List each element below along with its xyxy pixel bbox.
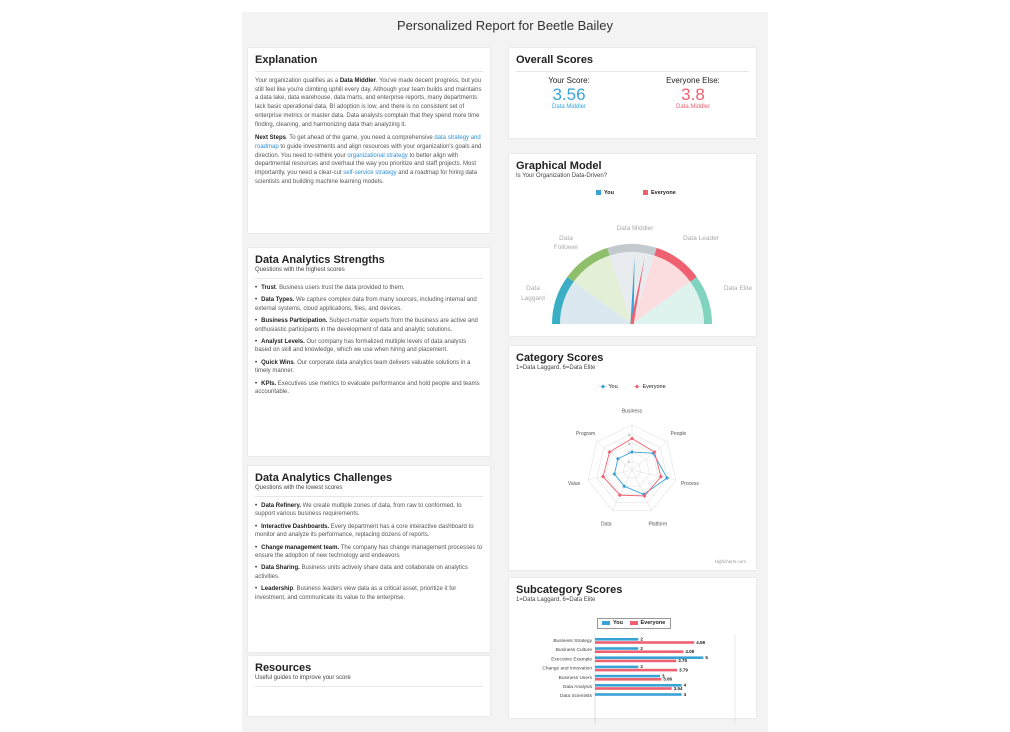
overall-heading: Overall Scores bbox=[516, 54, 594, 66]
bar-value-label: 4.58 bbox=[696, 639, 705, 645]
bar-value-label: 4 bbox=[683, 682, 687, 688]
bar-you[interactable] bbox=[595, 666, 638, 669]
organizational-strategy-link[interactable]: organizational strategy bbox=[347, 152, 408, 159]
radar-category-label: Process bbox=[680, 481, 699, 488]
gauge-legend-everyone[interactable] bbox=[643, 190, 676, 196]
bullet: • bbox=[255, 586, 258, 593]
bar-you[interactable] bbox=[595, 675, 660, 678]
item-text: Executives use metrics to evaluate performance and hold people and teams accountable. bbox=[255, 380, 480, 396]
everyone-swatch bbox=[630, 621, 638, 625]
bullet: • bbox=[255, 318, 258, 325]
legend-label: You bbox=[608, 384, 618, 390]
graphical-heading: Graphical Model bbox=[516, 160, 602, 172]
bar-category-label: Business Culture bbox=[555, 648, 592, 654]
bar-value-label: 3.06 bbox=[663, 676, 673, 682]
bullet: • bbox=[255, 285, 258, 291]
list-item bbox=[255, 502, 483, 519]
radar-tick-label: 1 bbox=[627, 459, 630, 464]
legend-label: You bbox=[613, 620, 623, 626]
gauge-chart bbox=[509, 204, 756, 336]
item-text: Subject-matter experts from the business are active and enthusiastic participants in the development of data and analytic solutions. bbox=[255, 318, 478, 333]
bar-category-label: Data Scientists bbox=[560, 694, 592, 700]
radar-category-label: Data bbox=[600, 521, 612, 528]
subcategory-legend bbox=[597, 618, 671, 629]
explanation-card bbox=[248, 48, 490, 233]
your-score-value: 3.56 bbox=[552, 85, 586, 104]
radar-category-label: Value bbox=[567, 481, 581, 488]
graphical-model-card bbox=[509, 154, 756, 336]
divider bbox=[255, 278, 483, 279]
gauge-legend-you[interactable] bbox=[596, 190, 614, 196]
list-item bbox=[255, 585, 483, 602]
divider bbox=[255, 71, 483, 72]
bar-category-label: Data Analysis bbox=[562, 685, 592, 690]
bar-category-label: Business Users bbox=[558, 675, 592, 681]
text: Your organization qualifies as a bbox=[255, 78, 340, 84]
subcat-legend-everyone[interactable] bbox=[630, 620, 666, 626]
item-title: Leadership bbox=[261, 586, 294, 593]
bar-you[interactable] bbox=[595, 693, 682, 696]
list-item bbox=[255, 523, 483, 540]
report-page bbox=[242, 12, 768, 732]
item-text: Every department has a core interactive dashboard to monitor and analyze its performance, replacing dozens of reports. bbox=[255, 523, 474, 539]
bar-category-label: Business Strategy bbox=[553, 639, 592, 644]
data-strategy-link[interactable]: data strategy and roadmap bbox=[255, 135, 481, 150]
item-text: . Business leaders view data as a critical asset, prioritize it for investment, and communicate its value to the enterprise. bbox=[255, 586, 457, 601]
bar-you[interactable] bbox=[595, 656, 703, 659]
overall-scores-card bbox=[509, 48, 756, 138]
gauge-label-middler: Data Middler bbox=[616, 225, 654, 232]
bullet: • bbox=[255, 339, 258, 346]
item-text: Our company has formalized multiple levels of data analysts based on skill and knowledge, which we use when hiring and placement. bbox=[255, 339, 467, 354]
strengths-list bbox=[255, 284, 483, 396]
bar-everyone[interactable] bbox=[595, 687, 672, 690]
highcharts-credit[interactable]: Highcharts.com bbox=[714, 559, 746, 564]
next-steps-label: Next Steps bbox=[255, 135, 287, 142]
strengths-subtitle: Questions with the highest scores bbox=[255, 267, 345, 273]
divider bbox=[516, 71, 749, 72]
list-item bbox=[255, 564, 483, 581]
challenges-card bbox=[248, 466, 490, 652]
bar-value-label: 2 bbox=[640, 636, 643, 642]
bar-everyone[interactable] bbox=[595, 660, 676, 663]
level-name: Data Middler bbox=[339, 78, 376, 84]
legend-label: You bbox=[604, 190, 614, 196]
graphical-subtitle: Is Your Organization Data-Driven? bbox=[516, 173, 608, 179]
strengths-card bbox=[248, 248, 490, 456]
bar-everyone[interactable] bbox=[595, 669, 677, 672]
legend-label: Everyone bbox=[640, 620, 666, 626]
radar-tick-label: 2 bbox=[627, 450, 630, 455]
item-text: . Our corporate data analytics team delivers valuable solutions in a timely manner. bbox=[255, 359, 471, 375]
item-title: KPIs. bbox=[261, 380, 277, 387]
category-scores-card bbox=[509, 346, 756, 570]
bullet: • bbox=[255, 565, 258, 572]
item-text: We capture complex data from many sources, including internal and external systems, cloud applications, files, and devices. bbox=[255, 297, 477, 312]
you-marker-icon: -◆- bbox=[599, 384, 607, 390]
radar-category-label: Program bbox=[575, 430, 596, 437]
gauge-label-follower-2: Follower bbox=[553, 244, 579, 251]
text: to better align with departmental resources and overhaul the way you prioritize and staff projects. Most importantly, you need a clear-cut bbox=[255, 152, 477, 177]
gauge-label-follower-1: Data bbox=[559, 235, 573, 242]
gauge-label-laggard-1: Data bbox=[526, 285, 540, 292]
item-title: Data Refinery. bbox=[261, 503, 302, 509]
everyone-swatch bbox=[643, 190, 648, 195]
bar-value-label: 3.54 bbox=[673, 685, 683, 691]
category-heading: Category Scores bbox=[516, 352, 604, 364]
list-item bbox=[255, 380, 483, 397]
gauge-label-elite: Data Elite bbox=[723, 285, 753, 292]
divider bbox=[255, 496, 483, 497]
bullet: • bbox=[255, 359, 258, 366]
bar-everyone[interactable] bbox=[595, 650, 683, 653]
bar-value-label: 4.08 bbox=[685, 649, 695, 654]
everyone-score-value: 3.8 bbox=[681, 85, 705, 104]
bar-you[interactable] bbox=[595, 684, 682, 687]
radar-chart bbox=[509, 394, 756, 564]
bar-value-label: 3.75 bbox=[678, 658, 688, 664]
bar-everyone[interactable] bbox=[595, 641, 694, 644]
subcategory-subtitle: 1=Data Laggard, 6=Data Elite bbox=[516, 597, 596, 603]
radar-category-label: Platform bbox=[648, 521, 668, 528]
list-item bbox=[255, 284, 483, 292]
legend-label: Everyone bbox=[651, 190, 676, 196]
list-item bbox=[255, 338, 483, 355]
bar-you[interactable] bbox=[595, 638, 638, 641]
bar-value-label: 3.79 bbox=[679, 667, 688, 673]
you-swatch bbox=[602, 621, 610, 625]
explanation-paragraph bbox=[255, 77, 483, 129]
bullet: • bbox=[255, 544, 258, 551]
item-text: . Business users trust the data provided to them. bbox=[275, 285, 405, 291]
challenges-subtitle: Questions with the lowest scores bbox=[255, 485, 343, 491]
radar-legend-everyone[interactable] bbox=[633, 384, 666, 390]
subcategory-heading: Subcategory Scores bbox=[516, 584, 623, 596]
challenges-list bbox=[255, 502, 483, 602]
item-text: Business units actively share data and collaborate on analytics activities. bbox=[255, 565, 468, 580]
your-score bbox=[509, 76, 629, 110]
you-swatch bbox=[596, 190, 601, 195]
divider bbox=[255, 686, 483, 687]
radar-point[interactable] bbox=[627, 450, 634, 455]
everyone-marker-icon: -◆- bbox=[633, 384, 641, 390]
item-title: Quick Wins bbox=[261, 359, 294, 366]
text: . You've made decent progress, but you still feel like you're climbing uphill every day. Although your team builds and maintains a data lake, data warehouse, data marts, and enterprise reports, many departments lack basic operational data, BI adoption is low, and there is no consistent set of enterprise metrics or master data. Data analysts complain that they spend more time finding, cleaning, and harmonizing data than analyzing it. bbox=[255, 78, 482, 128]
page-title: Personalized Report for Beetle Bailey bbox=[396, 18, 614, 33]
item-title: Interactive Dashboards. bbox=[261, 523, 330, 530]
everyone-score bbox=[633, 76, 753, 110]
category-subtitle: 1=Data Laggard, 6=Data Elite bbox=[516, 365, 596, 371]
list-item bbox=[255, 359, 483, 376]
resources-heading: Resources bbox=[255, 662, 312, 674]
bar-value-label: 2 bbox=[640, 645, 643, 651]
resources-subtitle: Useful guides to improve your score bbox=[255, 675, 351, 681]
list-item bbox=[255, 317, 483, 334]
bar-category-label: Change and Innovation bbox=[542, 666, 592, 672]
bar-category-label: Executive Example bbox=[551, 657, 592, 663]
bar-value-label: 3 bbox=[662, 673, 665, 679]
text: . To get ahead of the game, you need a comprehensive bbox=[286, 135, 435, 142]
your-score-label: Your Score: bbox=[548, 76, 590, 85]
strengths-heading: Data Analytics Strengths bbox=[255, 254, 385, 266]
item-title: Business Participation. bbox=[261, 318, 328, 325]
subcategory-bar-chart bbox=[509, 634, 756, 724]
bullet: • bbox=[255, 297, 258, 304]
radar-category-label: People bbox=[670, 430, 687, 437]
legend-label: Everyone bbox=[642, 384, 666, 390]
gauge-label-leader: Data Leader bbox=[683, 235, 719, 242]
bar-you[interactable] bbox=[595, 647, 638, 650]
your-score-level: Data Middler bbox=[551, 104, 586, 110]
challenges-heading: Data Analytics Challenges bbox=[255, 472, 393, 484]
list-item bbox=[255, 296, 483, 313]
bar-value-label: 4 bbox=[683, 691, 687, 697]
bullet: • bbox=[255, 503, 258, 509]
next-steps-paragraph bbox=[255, 134, 483, 186]
resources-card bbox=[248, 656, 490, 716]
bullet: • bbox=[255, 523, 258, 530]
item-title: Data Types. bbox=[261, 297, 295, 304]
item-text: The company has change management processes to ensure the adoption of new technology and endeavors bbox=[255, 544, 483, 560]
gauge-label-laggard-2: Laggard bbox=[521, 295, 545, 302]
bar-value-label: 2 bbox=[640, 664, 643, 670]
radar-category-label: Business bbox=[621, 408, 643, 415]
radar-legend-you[interactable] bbox=[599, 384, 618, 390]
item-title: Trust bbox=[261, 285, 276, 291]
item-title: Change management team. bbox=[261, 544, 340, 551]
bar-value-label: 5 bbox=[705, 655, 708, 660]
explanation-heading: Explanation bbox=[255, 54, 318, 66]
text: and a roadmap for hiring data scientists and building machine learning models. bbox=[255, 170, 478, 185]
radar-tick-label: 3 bbox=[627, 441, 630, 446]
text: to guide investments and align resources with your organization's goals and direction. You need to rethink your bbox=[255, 143, 482, 159]
bullet: • bbox=[255, 380, 258, 387]
radar-tick-label: 4 bbox=[627, 432, 630, 437]
everyone-score-level: Data Middler bbox=[675, 104, 710, 110]
subcat-legend-you[interactable] bbox=[602, 620, 623, 626]
self-service-strategy-link[interactable]: self-service strategy bbox=[343, 170, 397, 177]
subcategory-scores-card bbox=[509, 578, 756, 718]
list-item bbox=[255, 544, 483, 561]
everyone-score-label: Everyone Else: bbox=[666, 76, 720, 85]
item-title: Data Sharing. bbox=[261, 565, 300, 572]
item-title: Analyst Levels. bbox=[261, 339, 305, 346]
bar-everyone[interactable] bbox=[595, 678, 661, 681]
radar-point[interactable] bbox=[630, 437, 634, 441]
item-text: We create multiple zones of data, from raw to conformed, to support various business requirements. bbox=[255, 503, 462, 518]
